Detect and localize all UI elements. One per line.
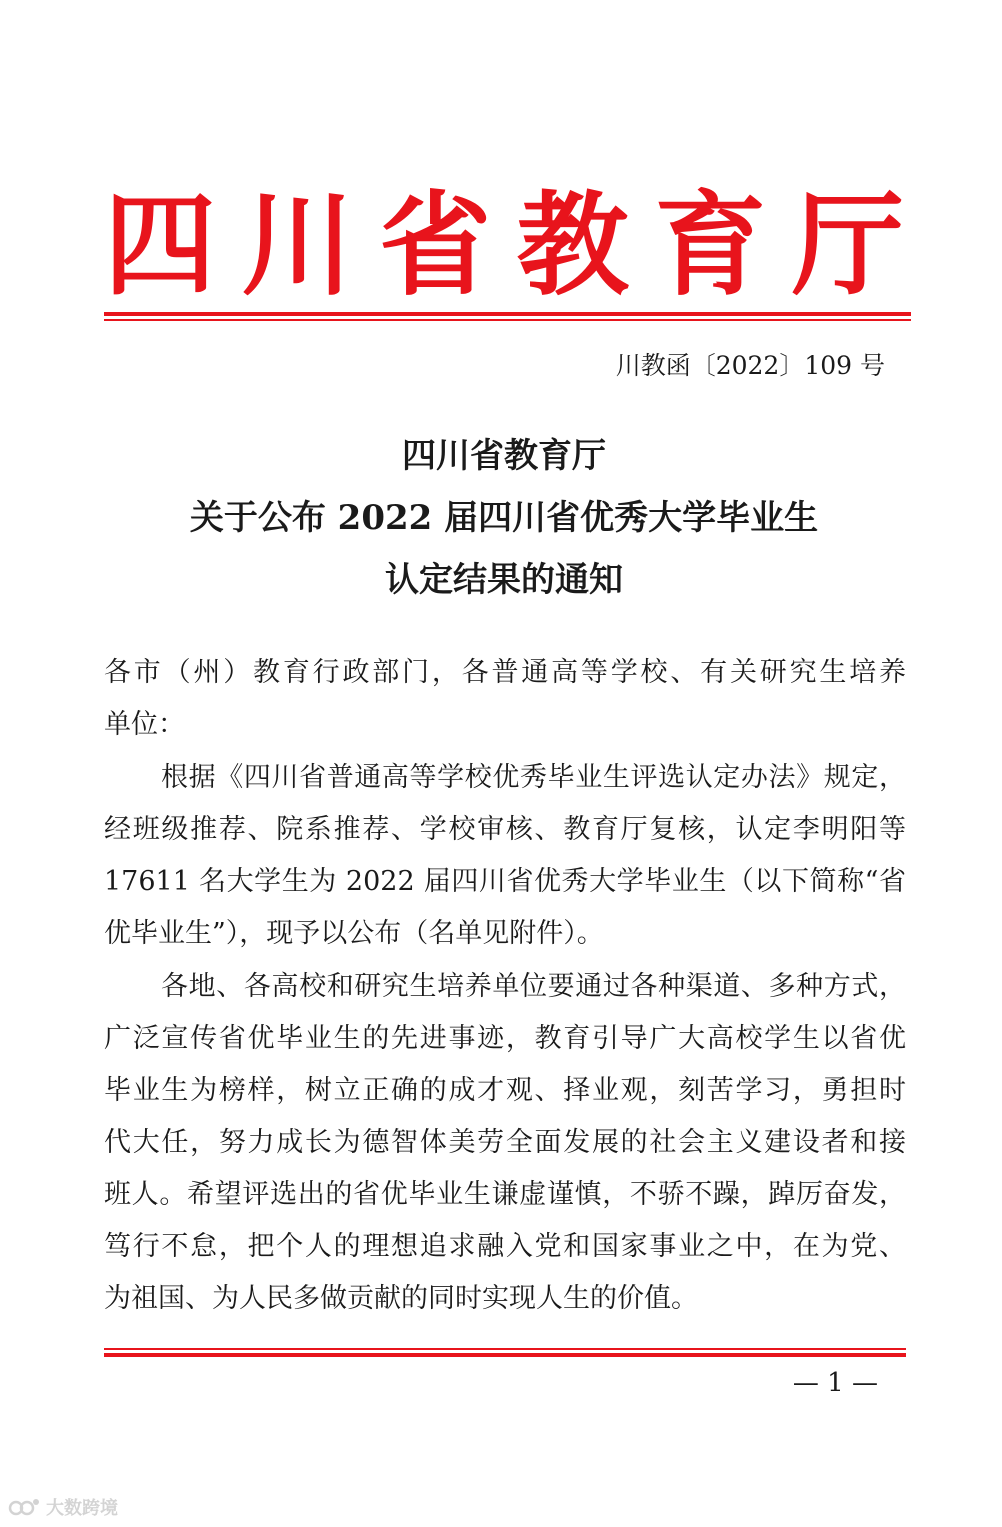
title-line-1: 四川省教育厅 [402,436,606,476]
watermark-text: 大数跨境 [46,1498,118,1519]
paragraph-line: 优毕业生”），现予以公布（名单见附件）。 [104,918,604,949]
title-line-2: 关于公布 2022 届四川省优秀大学毕业生 [189,498,819,538]
page-number: — 1 — [792,1368,878,1398]
salutation [104,647,906,751]
salutation-line: 各市（州）教育行政部门，各普通高等学校、有关研究生培养 [104,657,906,688]
footer-rule-thin [104,1348,906,1350]
paragraph-line: 经班级推荐、院系推荐、学校审核、教育厅复核，认定李明阳等 [104,814,906,845]
paragraph-line: 广泛宣传省优毕业生的先进事迹，教育引导广大高校学生以省优 [104,1023,906,1054]
paragraph-line: 毕业生为榜样，树立正确的成才观、择业观，刻苦学习，勇担时 [104,1075,906,1106]
title-line-3: 认定结果的通知 [385,560,623,600]
paragraph-line: 班人。希望评选出的省优毕业生谦虚谨慎，不骄不躁，踔厉奋发， [104,1179,906,1210]
salutation-line: 单位： [104,709,185,740]
header-rule-thick [104,312,911,316]
header-rule-thin [104,319,911,321]
paragraph-line: 各地、各高校和研究生培养单位要通过各种渠道、多种方式， [161,971,906,1002]
issuer-masthead: 四川省教育厅 [104,180,904,311]
paragraph-2 [104,961,906,1325]
watermark [8,1492,118,1522]
paragraph-1 [104,752,906,960]
paragraph-line: 为祖国、为人民多做贡献的同时实现人生的价值。 [104,1283,698,1314]
logo-icon [8,1496,42,1518]
paragraph-line: 笃行不怠，把个人的理想追求融入党和国家事业之中，在为党、 [104,1231,906,1262]
footer-rule-thick [104,1353,906,1357]
paragraph-line: 根据《四川省普通高等学校优秀毕业生评选认定办法》规定， [161,762,906,793]
paragraph-line: 代大任，努力成长为德智体美劳全面发展的社会主义建设者和接 [104,1127,906,1158]
document-number: 川教函〔2022〕109 号 [615,351,885,380]
paragraph-line: 17611 名大学生为 2022 届四川省优秀大学毕业生（以下简称“省 [104,866,906,897]
